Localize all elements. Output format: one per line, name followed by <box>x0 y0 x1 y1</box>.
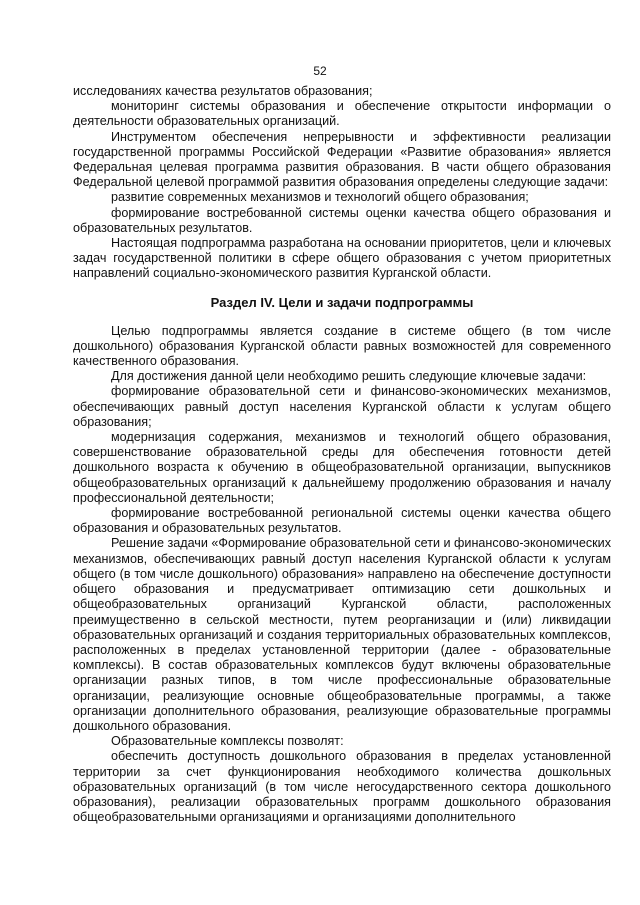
paragraph: развитие современных механизмов и технологий общего образования; <box>111 190 529 205</box>
paragraph: исследованиях качества результатов образования; <box>73 84 373 98</box>
paragraph: Целью подпрограммы является создание в системе общего (в том числе дошкольного) образования Курганской области равных возможностей для современного качественного образования. <box>73 323 611 369</box>
paragraph: Инструментом обеспечения непрерывности и эффективности реализации государственной программы Российской Федерации «Развитие образования» является Федеральная целевая программа развития образования. В части общего образования Федеральной целевой программой развития образования определены следующие задачи: <box>73 129 611 190</box>
document-body <box>73 84 611 825</box>
paragraphs-before-heading <box>73 84 611 282</box>
paragraph: модернизация содержания, механизмов и технологий общего образования, совершенствование образовательной среды для обеспечения готовности детей дошкольного возраста к обучению в общеобразовательной организации, выпускников общеобразовательных организаций к дальнейшему продолжению образования и началу профессиональной деятельности; <box>73 430 611 505</box>
paragraph: Решение задачи «Формирование образовательной сети и финансово-экономических механизмов, обеспечивающих равный доступ населения Курганской области к услугам общего (в том числе дошкольного) образования» направлено на обеспечение доступности общего образования и предусматривает оптимизацию сети дошкольных и общеобразовательных организаций Курганской области, расположенных преимущественно в сельской местности, путем реорганизации и (или) ликвидации образовательных организаций и создания территориальных образовательных комплексов, расположенных в пределах установленной территории (далее - образовательные комплексы). В состав образовательных комплексов будут включены образовательные организации разных типов, в том числе профессиональные образовательные организации, реализующие основные общеобразовательные программы, а также организации дополнительного образования, реализующие образовательные программы дошкольного образования. <box>73 536 611 733</box>
paragraph: формирование образовательной сети и финансово-экономических механизмов, обеспечивающих равный доступ населения Курганской области к услугам общего образования; <box>73 384 611 429</box>
paragraph: Для достижения данной цели необходимо решить следующие ключевые задачи: <box>111 369 587 384</box>
paragraph: обеспечить доступность дошкольного образования в пределах установленной территории за счет функционирования необходимого количества дошкольных образовательных организаций (в том числе негосударственного сектора дошкольного образования), реализации образовательных программ дошкольного образования общеобразовательными организациями и организациями дополнительного <box>73 749 611 825</box>
paragraph: мониторинг системы образования и обеспечение открытости информации о деятельности образовательных организаций. <box>73 99 611 129</box>
paragraphs-after-heading <box>73 324 611 826</box>
page-number: 52 <box>313 64 327 78</box>
paragraph: формирование востребованной региональной системы оценки качества общего образования и образовательных результатов. <box>73 506 611 536</box>
paragraph: Образовательные комплексы позволят: <box>111 734 344 749</box>
section-heading: Раздел IV. Цели и задачи подпрограммы <box>210 294 474 310</box>
paragraph: формирование востребованной системы оценки качества общего образования и образовательных результатов. <box>73 205 611 235</box>
paragraph: Настоящая подпрограмма разработана на основании приоритетов, цели и ключевых задач государственной политики в сфере общего образования с учетом приоритетных направлений социально-экономического развития Курганской области. <box>73 236 611 281</box>
